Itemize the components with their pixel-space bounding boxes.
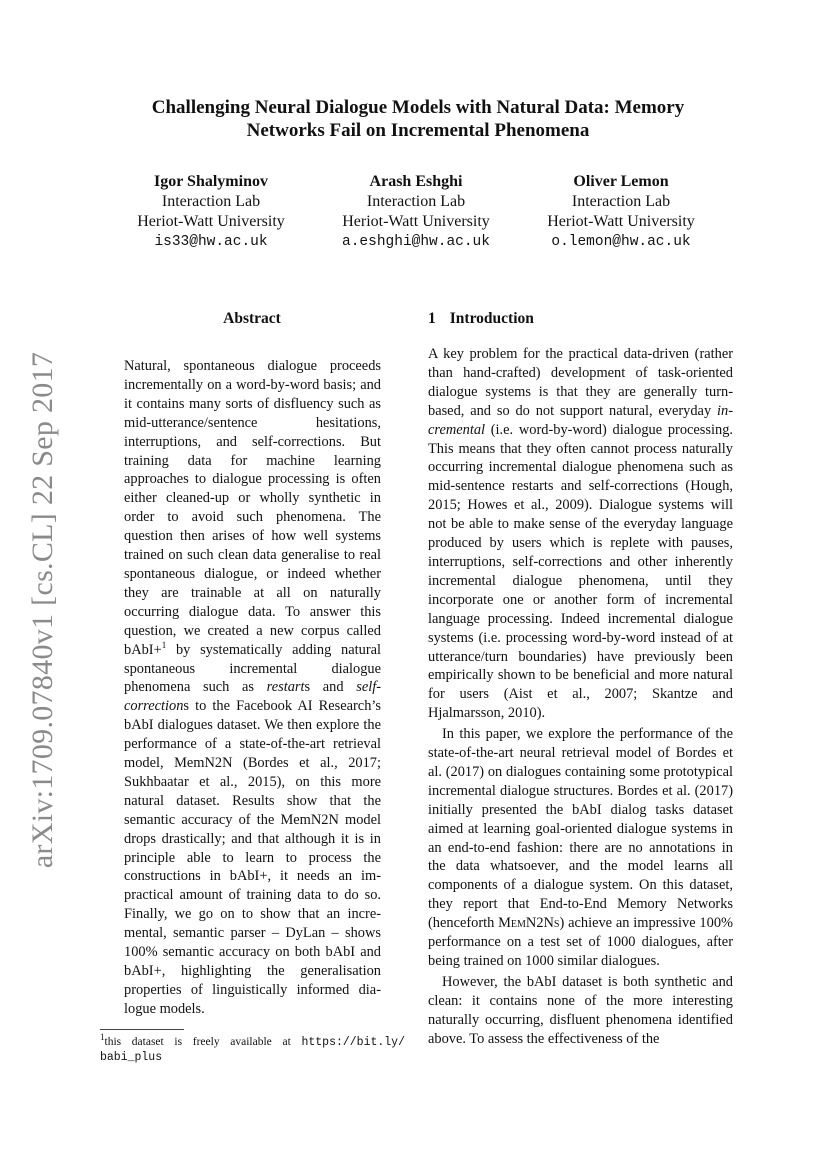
abstract-text bbox=[124, 357, 381, 1019]
author-email: a.eshghi@hw.ac.uk bbox=[342, 234, 490, 250]
footnote-mark: 1 bbox=[100, 1032, 105, 1043]
author-block bbox=[311, 172, 521, 252]
title-line-1: Challenging Neural Dialogue Models with Natural Data: Memory bbox=[151, 97, 685, 118]
text-segment: (i.e. word-by-word) dialogue processing. This means that they often cannot process naturally occurring incremental dialogue phenomena such as mid-sentence restarts and self-corrections (Hough, 2015; Howes et al., 2009). Dialogue systems will not be able to make sense of the everyday language produced by users which is replete with pauses, interruptions, self-corrections and other inherently incremental dialogue phenomena, until they incorporate one or another form of incremental language processing. Indeed incremental dialogue systems (i.e. processing word-by-word instead of at utterance/turn boundaries) have previously been empirically shown to be beneficial and more natural for users (Aist et al., 2007; Skantze and Hjalmarsson, 2010). bbox=[428, 421, 733, 722]
author-block bbox=[516, 172, 726, 252]
arxiv-stamp bbox=[16, 351, 70, 869]
footnote-url[interactable]: https://bit.ly/ babi_plus bbox=[100, 1036, 405, 1064]
author-block bbox=[106, 172, 316, 252]
section-heading bbox=[428, 310, 733, 328]
emphasis-term: incremental bbox=[428, 402, 733, 438]
paragraph bbox=[428, 345, 733, 723]
footnote bbox=[100, 1032, 405, 1065]
emphasis-term: self-correction bbox=[124, 679, 381, 715]
author-university: Heriot-Watt University bbox=[547, 213, 695, 230]
author-lab: Interaction Lab bbox=[571, 193, 671, 210]
abstract-heading: Abstract bbox=[223, 310, 281, 327]
author-lab: Interaction Lab bbox=[366, 193, 466, 210]
footnote-divider bbox=[100, 1029, 184, 1030]
arxiv-identifier: arXiv:1709.07840v1 [cs.CL] 22 Sep 2017 bbox=[26, 351, 59, 869]
author-name: Oliver Lemon bbox=[573, 173, 669, 190]
introduction-text bbox=[428, 345, 733, 1049]
paper-title bbox=[100, 96, 736, 142]
abstract-segment: Natural, spontaneous dialogue proceeds incrementally on a word-by-word basis; and it contains many sorts of disfluency such as mid-utterance/sentence hesitations, interruptions, and self-corrections. But training data for machine learning approaches to dialogue processing is often either cleaned-up or wholly synthetic in order to avoid such phenomena. The question then arises of how well systems trained on such clean data generalise to real spontaneous dialogue, or indeed whether they are trainable at all on naturally occurring dialogue data. To answer this question, we created a new corpus called bAbI+ bbox=[124, 358, 381, 658]
paragraph: However, the bAbI dataset is both synthetic and clean: it contains none of the more interesting naturally occurring, disfluent phenomena identified above. To assess the effectiveness of the bbox=[428, 973, 733, 1047]
section-number: 1 bbox=[428, 310, 436, 327]
section-title: Introduction bbox=[449, 310, 534, 327]
author-university: Heriot-Watt University bbox=[342, 213, 490, 230]
author-email: o.lemon@hw.ac.uk bbox=[551, 234, 691, 250]
footnote-mark: 1 bbox=[161, 639, 167, 650]
abstract-segment: s to the Facebook AI Research’s bAbI dialogues dataset. We then explore the performance of a state-of-the-art retrieval model, MemN2N (Bordes et al., 2017; Sukhbaatar et al., 2015), on this more natural dataset. Results show that the semantic accuracy of the MemN2N model drops drastically; and that although it is in principle able to learn to process the constructions in bAbI+, it needs an impractical amount of training data to do so. Finally, we go on to show that an incremental, semantic parser – DyLan – shows 100% semantic accuracy on both bAbI and bAbI+, highlighting the generalisation properties of linguistically informed dialogue models. bbox=[124, 698, 381, 1017]
text-segment: In this paper, we explore the performance of the state-of-the-art neural retrieval model of Bordes et al. (2017) on dialogues containing some prototypical incremental dialogue structures. Bordes et al. (2017) initially presented the bAbI dialog tasks dataset aimed at learning goal-oriented dialogue systems in an end-to-end fashion: there are no annotations in the data whatsoever, and the model learns all components of a dialogue system. On this dataset, they report that End-to-End Memory Networks (henceforth bbox=[428, 726, 733, 932]
abstract-segment: s and bbox=[304, 679, 357, 696]
text-segment: ) achieve an impressive 100% performance on a test set of 1000 dialogues, after being trained on 1000 similar dialogues. bbox=[428, 915, 733, 969]
text-segment: A key problem for the practical data-driven (rather than hand-crafted) development of task-oriented dialogue systems is that they are generally turn-based, and so do not support natural, everyday bbox=[428, 346, 733, 419]
author-lab: Interaction Lab bbox=[161, 193, 261, 210]
author-email: is33@hw.ac.uk bbox=[154, 234, 268, 250]
abstract-segment: by systematically adding natural spontaneous incremental dialogue phenomena such as bbox=[124, 641, 381, 696]
author-name: Arash Eshghi bbox=[369, 173, 463, 190]
footnote-text: this dataset is freely available at bbox=[104, 1036, 302, 1048]
author-university: Heriot-Watt University bbox=[137, 213, 285, 230]
author-name: Igor Shalyminov bbox=[154, 173, 268, 190]
paragraph bbox=[428, 725, 733, 971]
emphasis-term: restart bbox=[266, 679, 305, 696]
title-line-2: Networks Fail on Incremental Phenomena bbox=[246, 120, 590, 141]
small-caps-term: MemN2Ns bbox=[498, 915, 560, 932]
